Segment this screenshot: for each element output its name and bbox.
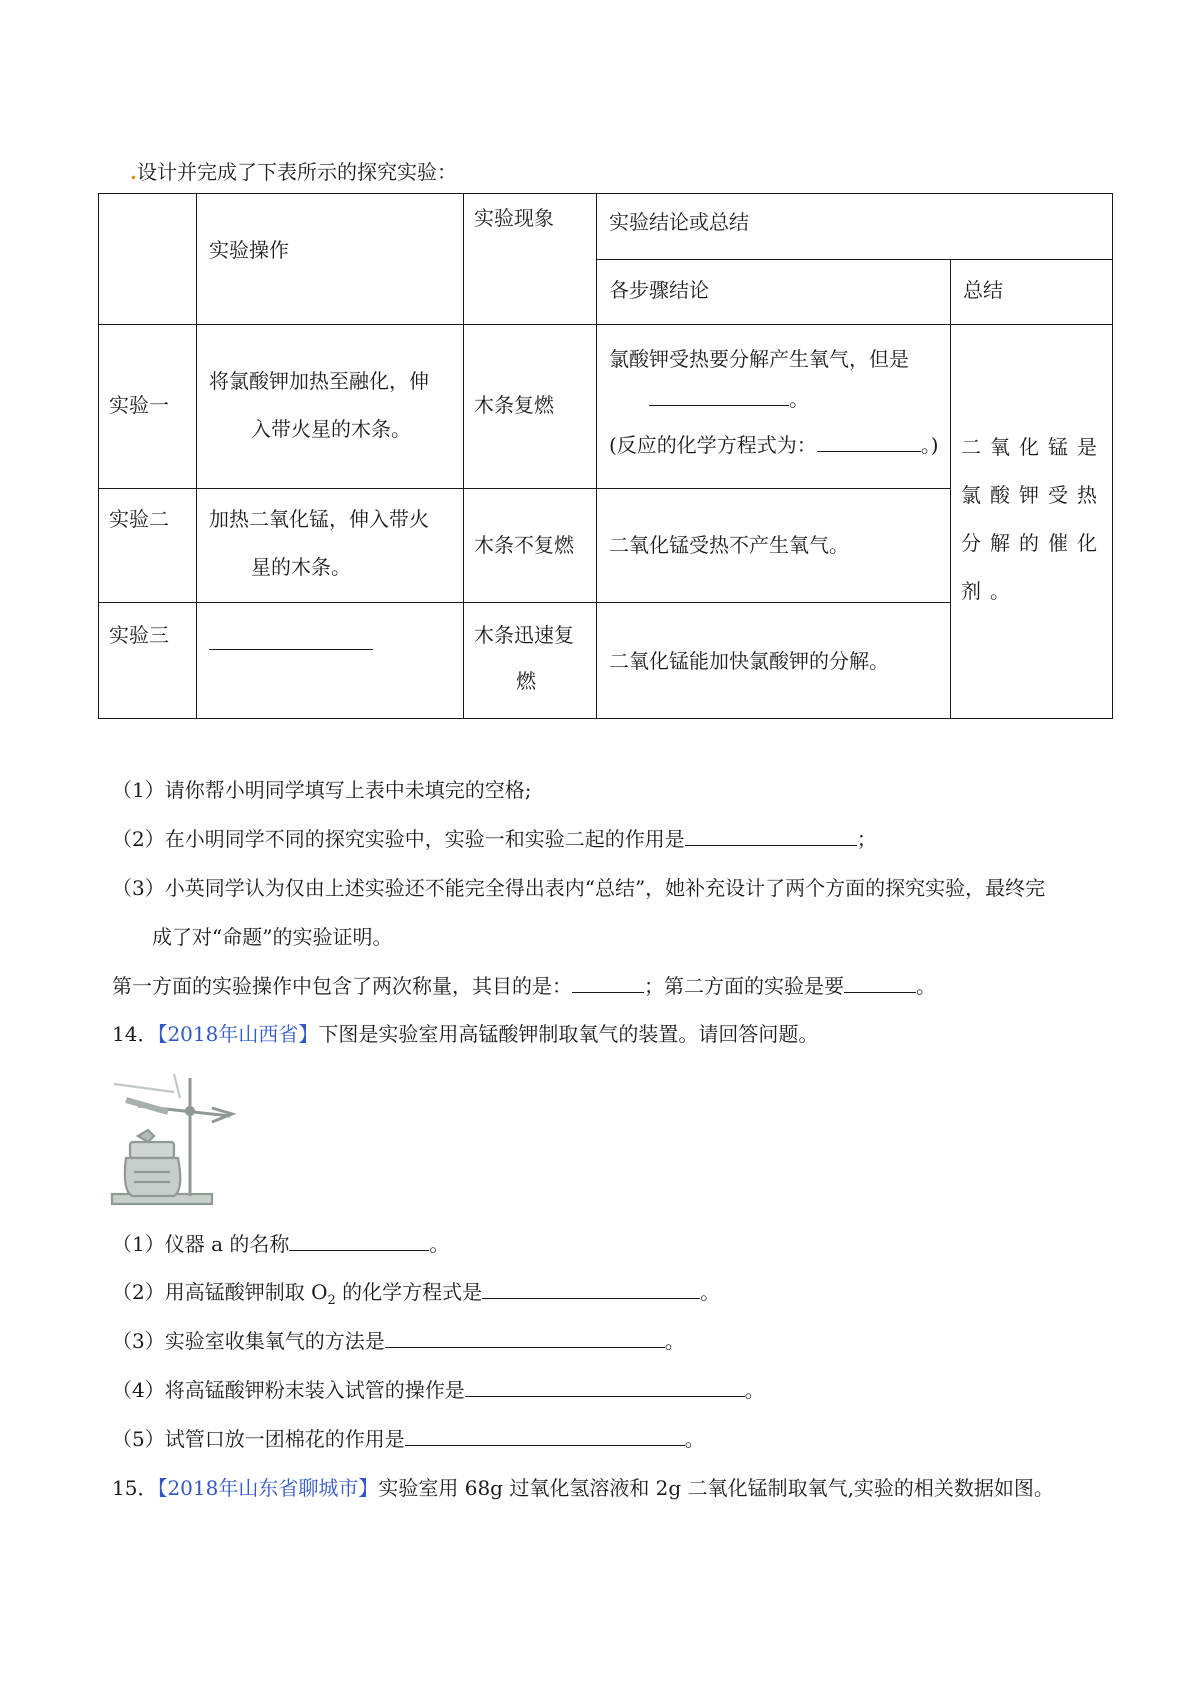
answer-blank[interactable] — [405, 1424, 685, 1446]
answer-blank[interactable] — [844, 971, 916, 993]
q14-item-1: （1）仪器 a 的名称 。 — [112, 1228, 449, 1257]
header-summary-cell — [951, 260, 1113, 325]
header-step-conclusion: 各步骤结论 — [609, 278, 709, 302]
row-conclusion-cell — [597, 489, 951, 603]
header-conclusion-group: 实验结论或总结 — [609, 210, 749, 234]
q15-stem — [112, 1472, 1054, 1501]
q14-item-2: （2）用高锰酸钾制取 $O_2$ 的化学方程式是 。 — [112, 1276, 720, 1308]
answer-blank[interactable] — [649, 384, 789, 406]
row-name: 实验一 — [109, 393, 169, 417]
q13-part-4: 第一方面的实验操作中包含了两次称量，其目的是： ；第二方面的实验是要 。 — [112, 970, 936, 999]
row-conclusion: 二氧化锰能加快氯酸钾的分解。 — [609, 649, 889, 673]
apparatus-figure — [108, 1070, 244, 1210]
answer-blank[interactable] — [289, 1229, 429, 1251]
q14-item-5: （5）试管口放一团棉花的作用是 。 — [112, 1423, 705, 1452]
answer-blank[interactable] — [209, 628, 373, 650]
answer-blank[interactable] — [385, 1326, 665, 1348]
conclusion-line-3: (反应的化学方程式为： 。) — [609, 421, 939, 469]
row-phenomenon-cell — [464, 603, 597, 719]
question-number: 14． — [112, 1022, 158, 1046]
row-name: 实验三 — [109, 623, 169, 647]
phenomenon-line-2: 燃 — [516, 669, 536, 693]
answer-blank[interactable] — [817, 430, 921, 452]
phenomenon-line-1: 木条迅速复 — [474, 623, 574, 647]
operation-line-2: 星的木条。 — [251, 555, 351, 579]
q13-part-2: （2）在小明同学不同的探究实验中，实验一和实验二起的作用是 ； — [112, 823, 877, 852]
row-phenomenon: 木条复燃 — [474, 393, 554, 417]
row-phenomenon-cell — [464, 489, 597, 603]
operation-blank-line — [209, 619, 373, 667]
row-name-cell — [99, 603, 197, 719]
row-operation-cell — [197, 603, 464, 719]
table-row — [99, 325, 1113, 489]
q13-part-3-line-2: 成了对“命题”的实验证明。 — [152, 925, 393, 949]
question-source: 【2018年山东省聊城市】 — [157, 1476, 379, 1500]
row-phenomenon-cell — [464, 325, 597, 489]
row-conclusion: 二氧化锰受热不产生氧气。 — [609, 533, 849, 557]
header-empty-cell — [99, 194, 197, 325]
conclusion-line-1: 氯酸钾受热要分解产生氧气，但是 — [609, 347, 909, 371]
marker-dot: . — [130, 160, 137, 184]
row-operation-cell — [197, 489, 464, 603]
question-source: 【2018年山西省】 — [157, 1022, 319, 1046]
row-name-cell — [99, 489, 197, 603]
operation-line-1: 加热二氧化锰，伸入带火 — [209, 507, 429, 531]
q13-part-1: （1）请你帮小明同学填写上表中未填完的空格; — [112, 778, 532, 802]
row-operation-cell — [197, 325, 464, 489]
row-conclusion-cell — [597, 603, 951, 719]
answer-blank[interactable] — [482, 1277, 700, 1299]
row-conclusion-cell — [597, 325, 951, 489]
q14-item-4: （4）将高锰酸钾粉末装入试管的操作是 。 — [112, 1374, 765, 1403]
header-step-conclusion-cell — [597, 260, 951, 325]
header-conclusion-group-cell — [597, 194, 1113, 260]
header-operation: 实验操作 — [209, 238, 289, 262]
intro-text: 设计并完成了下表所示的探究实验： — [136, 160, 457, 184]
q14-item-3: （3）实验室收集氧气的方法是 。 — [112, 1325, 685, 1354]
question-stem: 实验室用 68g 过氧化氢溶液和 2g 二氧化锰制取氧气,实验的相关数据如图。 — [378, 1476, 1054, 1500]
header-summary: 总结 — [963, 278, 1003, 302]
answer-blank[interactable] — [685, 824, 857, 846]
q13-part-3-line-1: （3）小英同学认为仅由上述实验还不能完全得出表内“总结”，她补充设计了两个方面的探究实验，最终完 — [112, 876, 1046, 900]
answer-blank[interactable] — [465, 1375, 745, 1397]
intro-line — [130, 156, 457, 185]
header-phenomenon-cell — [464, 194, 597, 325]
header-operation-cell — [197, 194, 464, 325]
header-phenomenon: 实验现象 — [474, 206, 554, 230]
answer-blank[interactable] — [572, 971, 644, 993]
summary-cell — [951, 325, 1113, 719]
question-stem: 下图是实验室用高锰酸钾制取氧气的装置。请回答问题。 — [318, 1022, 819, 1046]
q14-stem — [112, 1018, 818, 1047]
operation-line-1: 将氯酸钾加热至融化，伸 — [209, 369, 429, 393]
operation-line-2: 入带火星的木条。 — [251, 417, 411, 441]
row-name-cell — [99, 325, 197, 489]
row-phenomenon: 木条不复燃 — [474, 533, 574, 557]
experiment-table — [98, 193, 1113, 719]
conclusion-line-2: 。 — [649, 375, 809, 423]
summary-text: 二氧化锰是氯酸钾受热分解的催化剂。 — [961, 435, 1106, 603]
question-number: 15． — [112, 1476, 158, 1500]
row-name: 实验二 — [109, 507, 169, 531]
